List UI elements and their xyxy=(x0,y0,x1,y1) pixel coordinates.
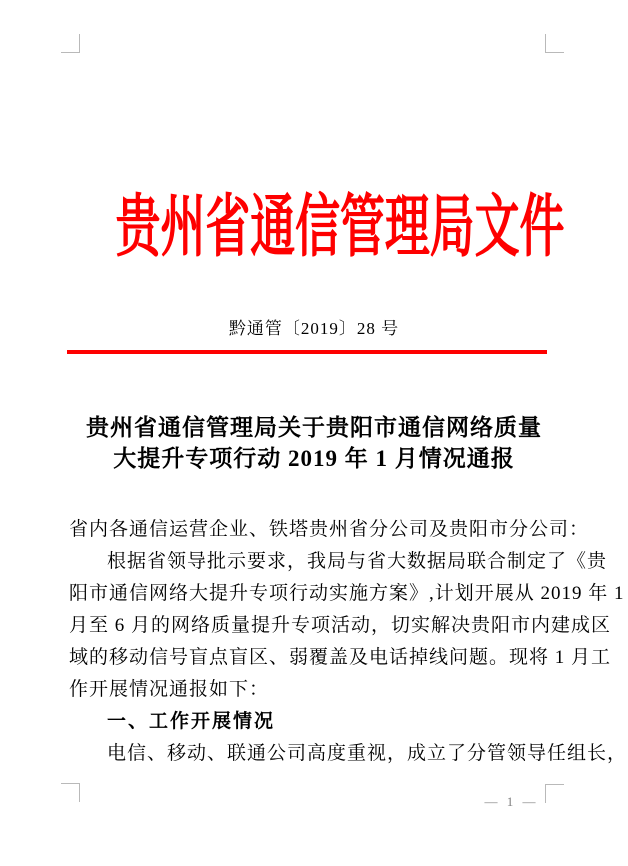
document-title xyxy=(44,412,584,474)
body-line: 作开展情况通报如下： xyxy=(69,679,270,700)
body-line: 月至 6 月的网络质量提升专项活动，切实解决贵阳市内建成区 xyxy=(69,615,612,636)
crop-mark-bottom-left xyxy=(61,783,80,802)
document-title-line1: 贵州省通信管理局关于贵阳市通信网络质量 xyxy=(86,415,542,440)
letterhead-title: 贵州省通信管理局文件 xyxy=(115,189,565,265)
body-line: 域的移动信号盲点盲区、弱覆盖及电话掉线问题。现将 1 月工 xyxy=(69,647,612,668)
red-divider-rule xyxy=(67,350,547,354)
document-title-line2: 大提升专项行动 2019 年 1 月情况通报 xyxy=(113,446,515,471)
letterhead xyxy=(0,189,628,281)
body-text xyxy=(69,514,628,770)
body-line: 省内各通信运营企业、铁塔贵州省分公司及贵阳市分公司： xyxy=(69,519,590,540)
body-line: 电信、移动、联通公司高度重视，成立了分管领导任组长， xyxy=(107,743,628,764)
crop-mark-top-left xyxy=(61,34,80,53)
crop-mark-top-right xyxy=(545,34,564,53)
body-line: 根据省领导批示要求，我局与省大数据局联合制定了《贵 xyxy=(107,551,608,572)
document-number: 黔通管〔2019〕28 号 xyxy=(228,319,400,338)
body-line: 阳市通信网络大提升专项行动实施方案》,计划开展从 2019 年 1 xyxy=(69,583,625,604)
page-number: — 1 — xyxy=(484,794,539,809)
section-heading: 一、工作开展情况 xyxy=(107,711,276,732)
